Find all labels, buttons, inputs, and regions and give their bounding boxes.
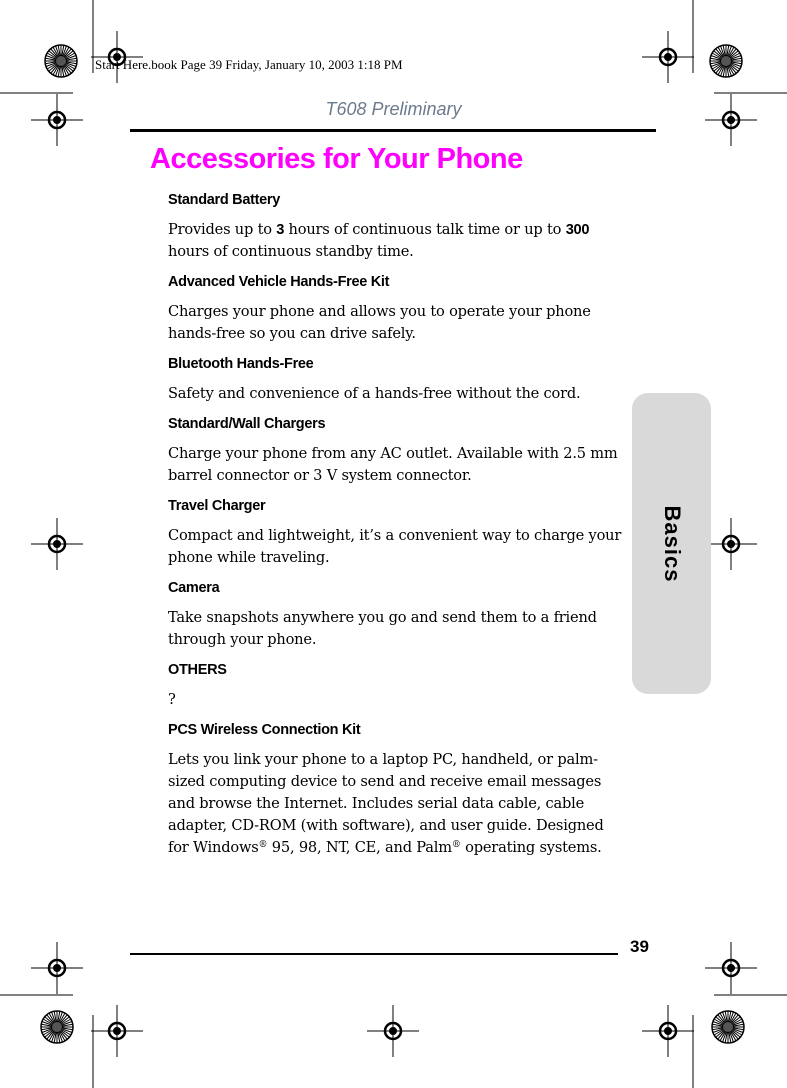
page-title: Accessories for Your Phone — [150, 143, 523, 175]
accessory-heading-vehicle-kit: Advanced Vehicle Hands-Free Kit — [168, 274, 390, 290]
accessory-desc-bluetooth: Safety and convenience of a hands-free without the cord. — [168, 385, 581, 402]
registered-mark: ® — [451, 840, 461, 850]
accessory-heading-others: OTHERS — [168, 662, 227, 678]
starburst-mark-icon — [45, 45, 77, 77]
accessory-desc-pcs-kit: Lets you link your phone to a laptop PC, handheld, or palm-sized computing device to send and receive email messages and browse the Internet. Includes serial data cable, cable adapter, CD-ROM (with software), and user guide. Designed for Windows® 95, 98, NT, CE, and Palm® operating systems. — [168, 751, 604, 856]
accessory-heading-camera: Camera — [168, 580, 220, 596]
registration-target-icon — [705, 518, 757, 570]
standby-hours: 300 — [565, 222, 590, 238]
accessory-heading-pcs-kit: PCS Wireless Connection Kit — [168, 722, 361, 738]
registration-target-icon — [31, 518, 83, 570]
accessory-desc-vehicle-kit: Charges your phone and allows you to operate your phone hands-free so you can drive safely. — [168, 303, 591, 342]
preliminary-header: T608 Preliminary — [325, 99, 462, 119]
starburst-mark-icon — [710, 45, 742, 77]
accessory-desc-travel-charger: Compact and lightweight, it’s a convenient way to charge your phone while traveling. — [168, 527, 622, 566]
header-rule — [130, 129, 656, 132]
page-number: 39 — [630, 937, 649, 956]
starburst-mark-icon — [712, 1011, 744, 1043]
accessory-heading-chargers: Standard/Wall Chargers — [168, 416, 326, 432]
accessory-heading-battery: Standard Battery — [168, 192, 281, 208]
accessory-desc-others: ? — [168, 691, 176, 708]
registration-target-icon — [31, 942, 83, 994]
registration-target-icon — [642, 31, 694, 83]
accessory-desc-battery: Provides up to 3 hours of continuous talk time or up to 300 hours of continuous standby time. — [168, 221, 590, 260]
registered-mark: ® — [258, 840, 268, 850]
registration-target-icon — [91, 1005, 143, 1057]
section-tab-label: Basics — [659, 505, 685, 582]
accessories-list — [168, 190, 628, 868]
starburst-mark-icon — [41, 1011, 73, 1043]
accessory-desc-camera: Take snapshots anywhere you go and send them to a friend through your phone. — [168, 609, 597, 648]
registration-target-icon — [705, 942, 757, 994]
section-tab — [632, 393, 711, 694]
book-info-line: Start Here.book Page 39 Friday, January 10, 2003 1:18 PM — [95, 57, 403, 72]
registration-target-icon — [367, 1005, 419, 1057]
registration-target-icon — [642, 1005, 694, 1057]
accessory-heading-bluetooth: Bluetooth Hands-Free — [168, 356, 314, 372]
accessory-heading-travel-charger: Travel Charger — [168, 498, 266, 514]
footer-rule — [130, 953, 618, 955]
accessory-desc-chargers: Charge your phone from any AC outlet. Available with 2.5 mm barrel connector or 3 V system connector. — [168, 445, 618, 484]
talk-hours: 3 — [276, 222, 285, 238]
